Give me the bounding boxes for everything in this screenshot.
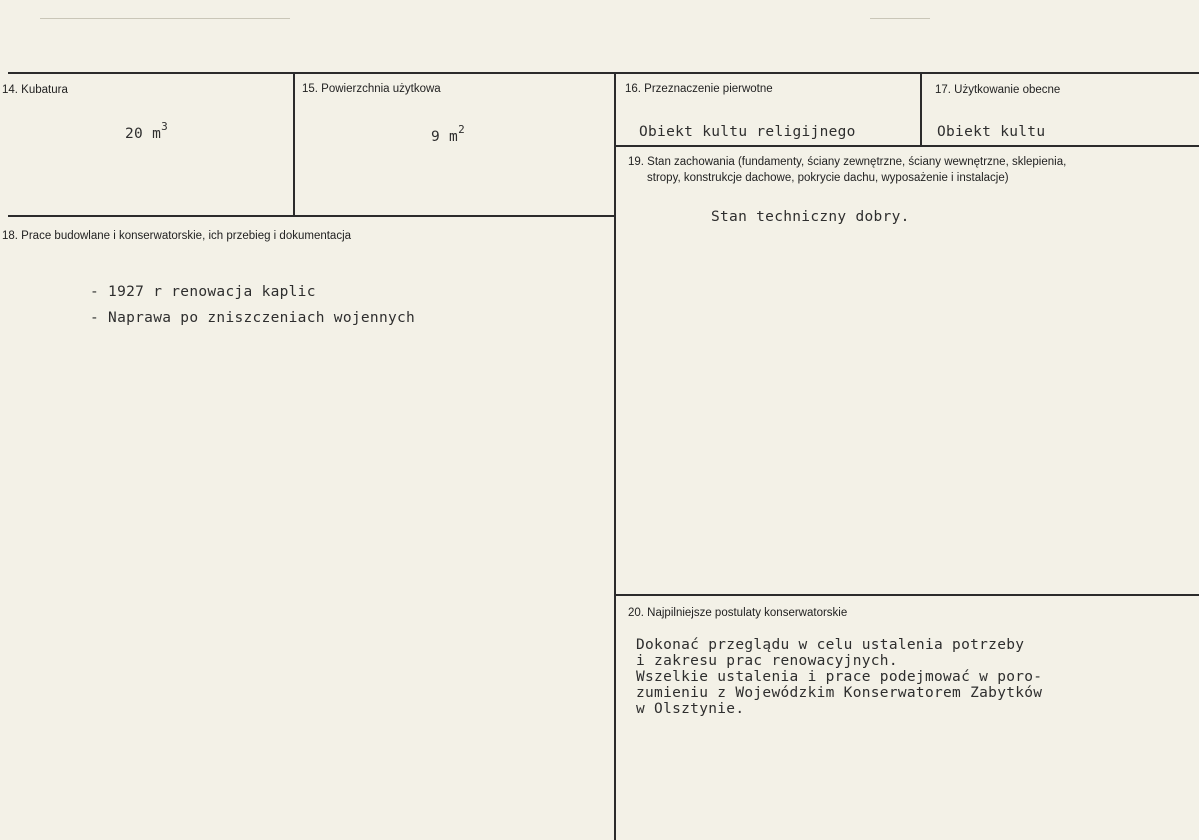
- row-divider-left: [8, 215, 615, 217]
- prace-label: 18. Prace budowlane i konserwatorskie, ich przebieg i dokumentacja: [2, 230, 352, 242]
- kubatura-value: [125, 120, 169, 142]
- przeznaczenie-label: 16. Przeznaczenie pierwotne: [625, 83, 773, 95]
- row-divider-right-bottom: [615, 594, 1199, 596]
- postulaty-line-2: i zakresu prac renowacyjnych.: [636, 653, 898, 669]
- powierzchnia-exponent: 2: [458, 123, 466, 136]
- uzytkowanie-value: Obiekt kultu: [937, 124, 1046, 140]
- prace-item-1: - 1927 r renowacja kaplic: [90, 284, 316, 300]
- uzytkowanie-label: 17. Użytkowanie obecne: [935, 84, 1061, 96]
- row-divider-right-top: [615, 145, 1199, 147]
- postulaty-line-5: w Olsztynie.: [636, 701, 745, 717]
- kubatura-exponent: 3: [161, 120, 169, 133]
- powierzchnia-value: [431, 123, 466, 145]
- stan-value: Stan techniczny dobry.: [711, 209, 910, 225]
- przeznaczenie-value: Obiekt kultu religijnego: [639, 124, 856, 140]
- col-divider-3: [920, 73, 922, 146]
- top-faint-line-right: [870, 18, 930, 19]
- col-divider-1: [293, 73, 295, 216]
- postulaty-line-3: Wszelkie ustalenia i prace podejmować w poro-: [636, 669, 1043, 685]
- powierzchnia-number: 9 m: [431, 129, 459, 145]
- kubatura-label: 14. Kubatura: [2, 84, 68, 96]
- top-border: [8, 72, 1199, 74]
- stan-label-line-2: stropy, konstrukcje dachowe, pokrycie dachu, wyposażenie i instalacje): [647, 172, 1009, 184]
- postulaty-line-1: Dokonać przeglądu w celu ustalenia potrzeby: [636, 637, 1025, 653]
- postulaty-text: [636, 637, 1042, 717]
- top-faint-line: [40, 18, 290, 19]
- powierzchnia-label: 15. Powierzchnia użytkowa: [302, 83, 441, 95]
- stan-label-line-1: 19. Stan zachowania (fundamenty, ściany zewnętrzne, ściany wewnętrzne, sklepienia,: [628, 156, 1067, 168]
- col-divider-main: [614, 73, 616, 840]
- kubatura-number: 20 m: [125, 126, 162, 142]
- prace-item-2: - Naprawa po zniszczeniach wojennych: [90, 310, 416, 326]
- postulaty-line-4: zumieniu z Wojewódzkim Konserwatorem Zabytków: [636, 685, 1043, 701]
- postulaty-label: 20. Najpilniejsze postulaty konserwatorskie: [628, 607, 848, 619]
